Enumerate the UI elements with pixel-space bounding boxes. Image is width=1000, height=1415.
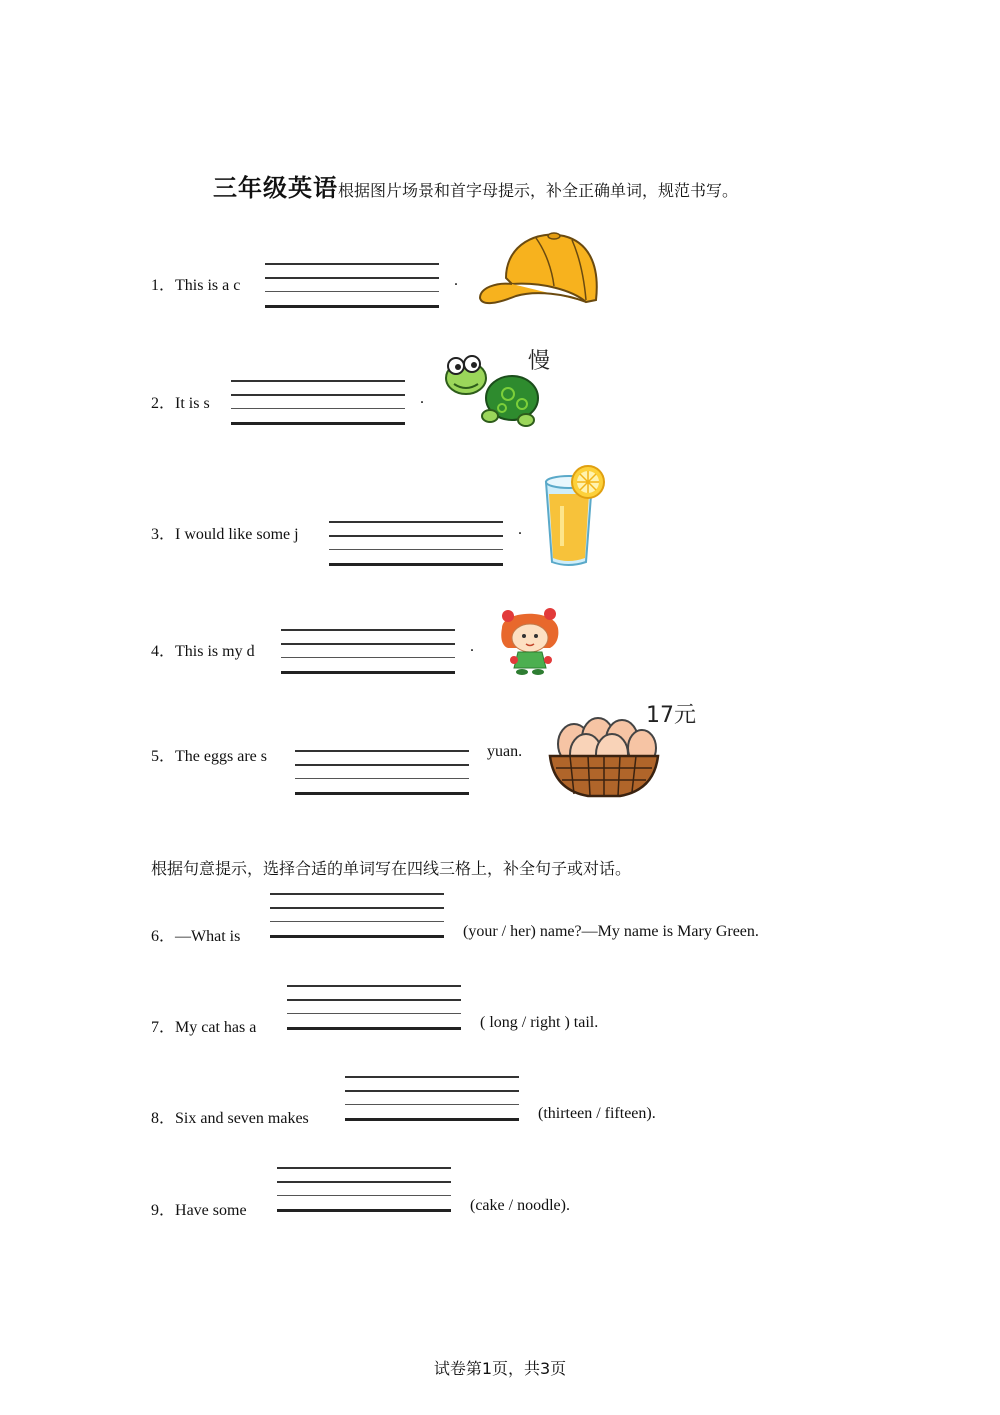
question-7 [151, 1014, 256, 1037]
question-1-suffix: . [454, 272, 458, 289]
page-footer [0, 1356, 1000, 1379]
page-heading [213, 168, 738, 203]
question-8-suffix: (thirteen / fifteen). [538, 1105, 656, 1122]
turtle-label: 慢 [528, 349, 551, 374]
question-number: 8． [151, 1110, 176, 1127]
question-number: 4． [151, 643, 176, 660]
question-prefix: I would like some j [175, 526, 299, 543]
question-3-suffix: . [518, 521, 522, 538]
question-6-suffix: (your / her) name?—My name is Mary Green. [463, 923, 759, 940]
question-2-suffix: . [420, 390, 424, 407]
question-prefix: This is my d [175, 643, 255, 660]
question-prefix: Have some [175, 1202, 247, 1219]
answer-lines-3[interactable] [329, 521, 503, 569]
question-2 [151, 390, 210, 413]
question-5 [151, 743, 267, 766]
question-4 [151, 638, 255, 661]
question-9 [151, 1197, 247, 1220]
answer-lines-4[interactable] [281, 629, 455, 677]
question-3 [151, 521, 299, 544]
juice-icon [540, 462, 608, 570]
answer-lines-8[interactable] [345, 1076, 519, 1124]
answer-lines-7[interactable] [287, 985, 461, 1033]
girl-icon [494, 606, 566, 676]
answer-lines-1[interactable] [265, 263, 439, 311]
answer-lines-6[interactable] [270, 893, 444, 941]
question-number: 9． [151, 1202, 176, 1219]
question-4-suffix: . [470, 638, 474, 655]
question-5-suffix: yuan. [487, 743, 523, 760]
turtle-icon [442, 350, 542, 430]
answer-lines-5[interactable] [295, 750, 469, 798]
question-number: 3． [151, 526, 176, 543]
question-number: 1． [151, 277, 176, 294]
egg-basket-icon [546, 710, 662, 800]
question-number: 2． [151, 395, 176, 412]
question-6 [151, 923, 240, 946]
question-prefix: It is s [175, 395, 210, 412]
question-prefix: My cat has a [175, 1019, 257, 1036]
price-label: 17元 [646, 703, 696, 728]
answer-lines-2[interactable] [231, 380, 405, 428]
section2-instruction: 根据句意提示，选择合适的单词写在四线三格上，补全句子或对话。 [151, 859, 632, 878]
question-1 [151, 272, 240, 295]
answer-lines-9[interactable] [277, 1167, 451, 1215]
question-prefix: The eggs are s [175, 748, 267, 765]
question-number: 5． [151, 748, 176, 765]
question-prefix: This is a c [175, 277, 241, 294]
question-prefix: —What is [175, 928, 241, 945]
question-prefix: Six and seven makes [175, 1110, 309, 1127]
question-number: 7． [151, 1019, 176, 1036]
question-8 [151, 1105, 309, 1128]
section1-instruction: 根据图片场景和首字母提示，补全正确单词，规范书写。 [338, 181, 739, 200]
question-number: 6． [151, 928, 176, 945]
page-number-text: 试卷第1页，共3页 [433, 1359, 567, 1378]
question-9-suffix: (cake / noodle). [470, 1197, 570, 1214]
question-7-suffix: ( long / right ) tail. [480, 1014, 599, 1031]
cap-icon [476, 230, 602, 310]
page-title: 三年级英语 [213, 174, 338, 202]
